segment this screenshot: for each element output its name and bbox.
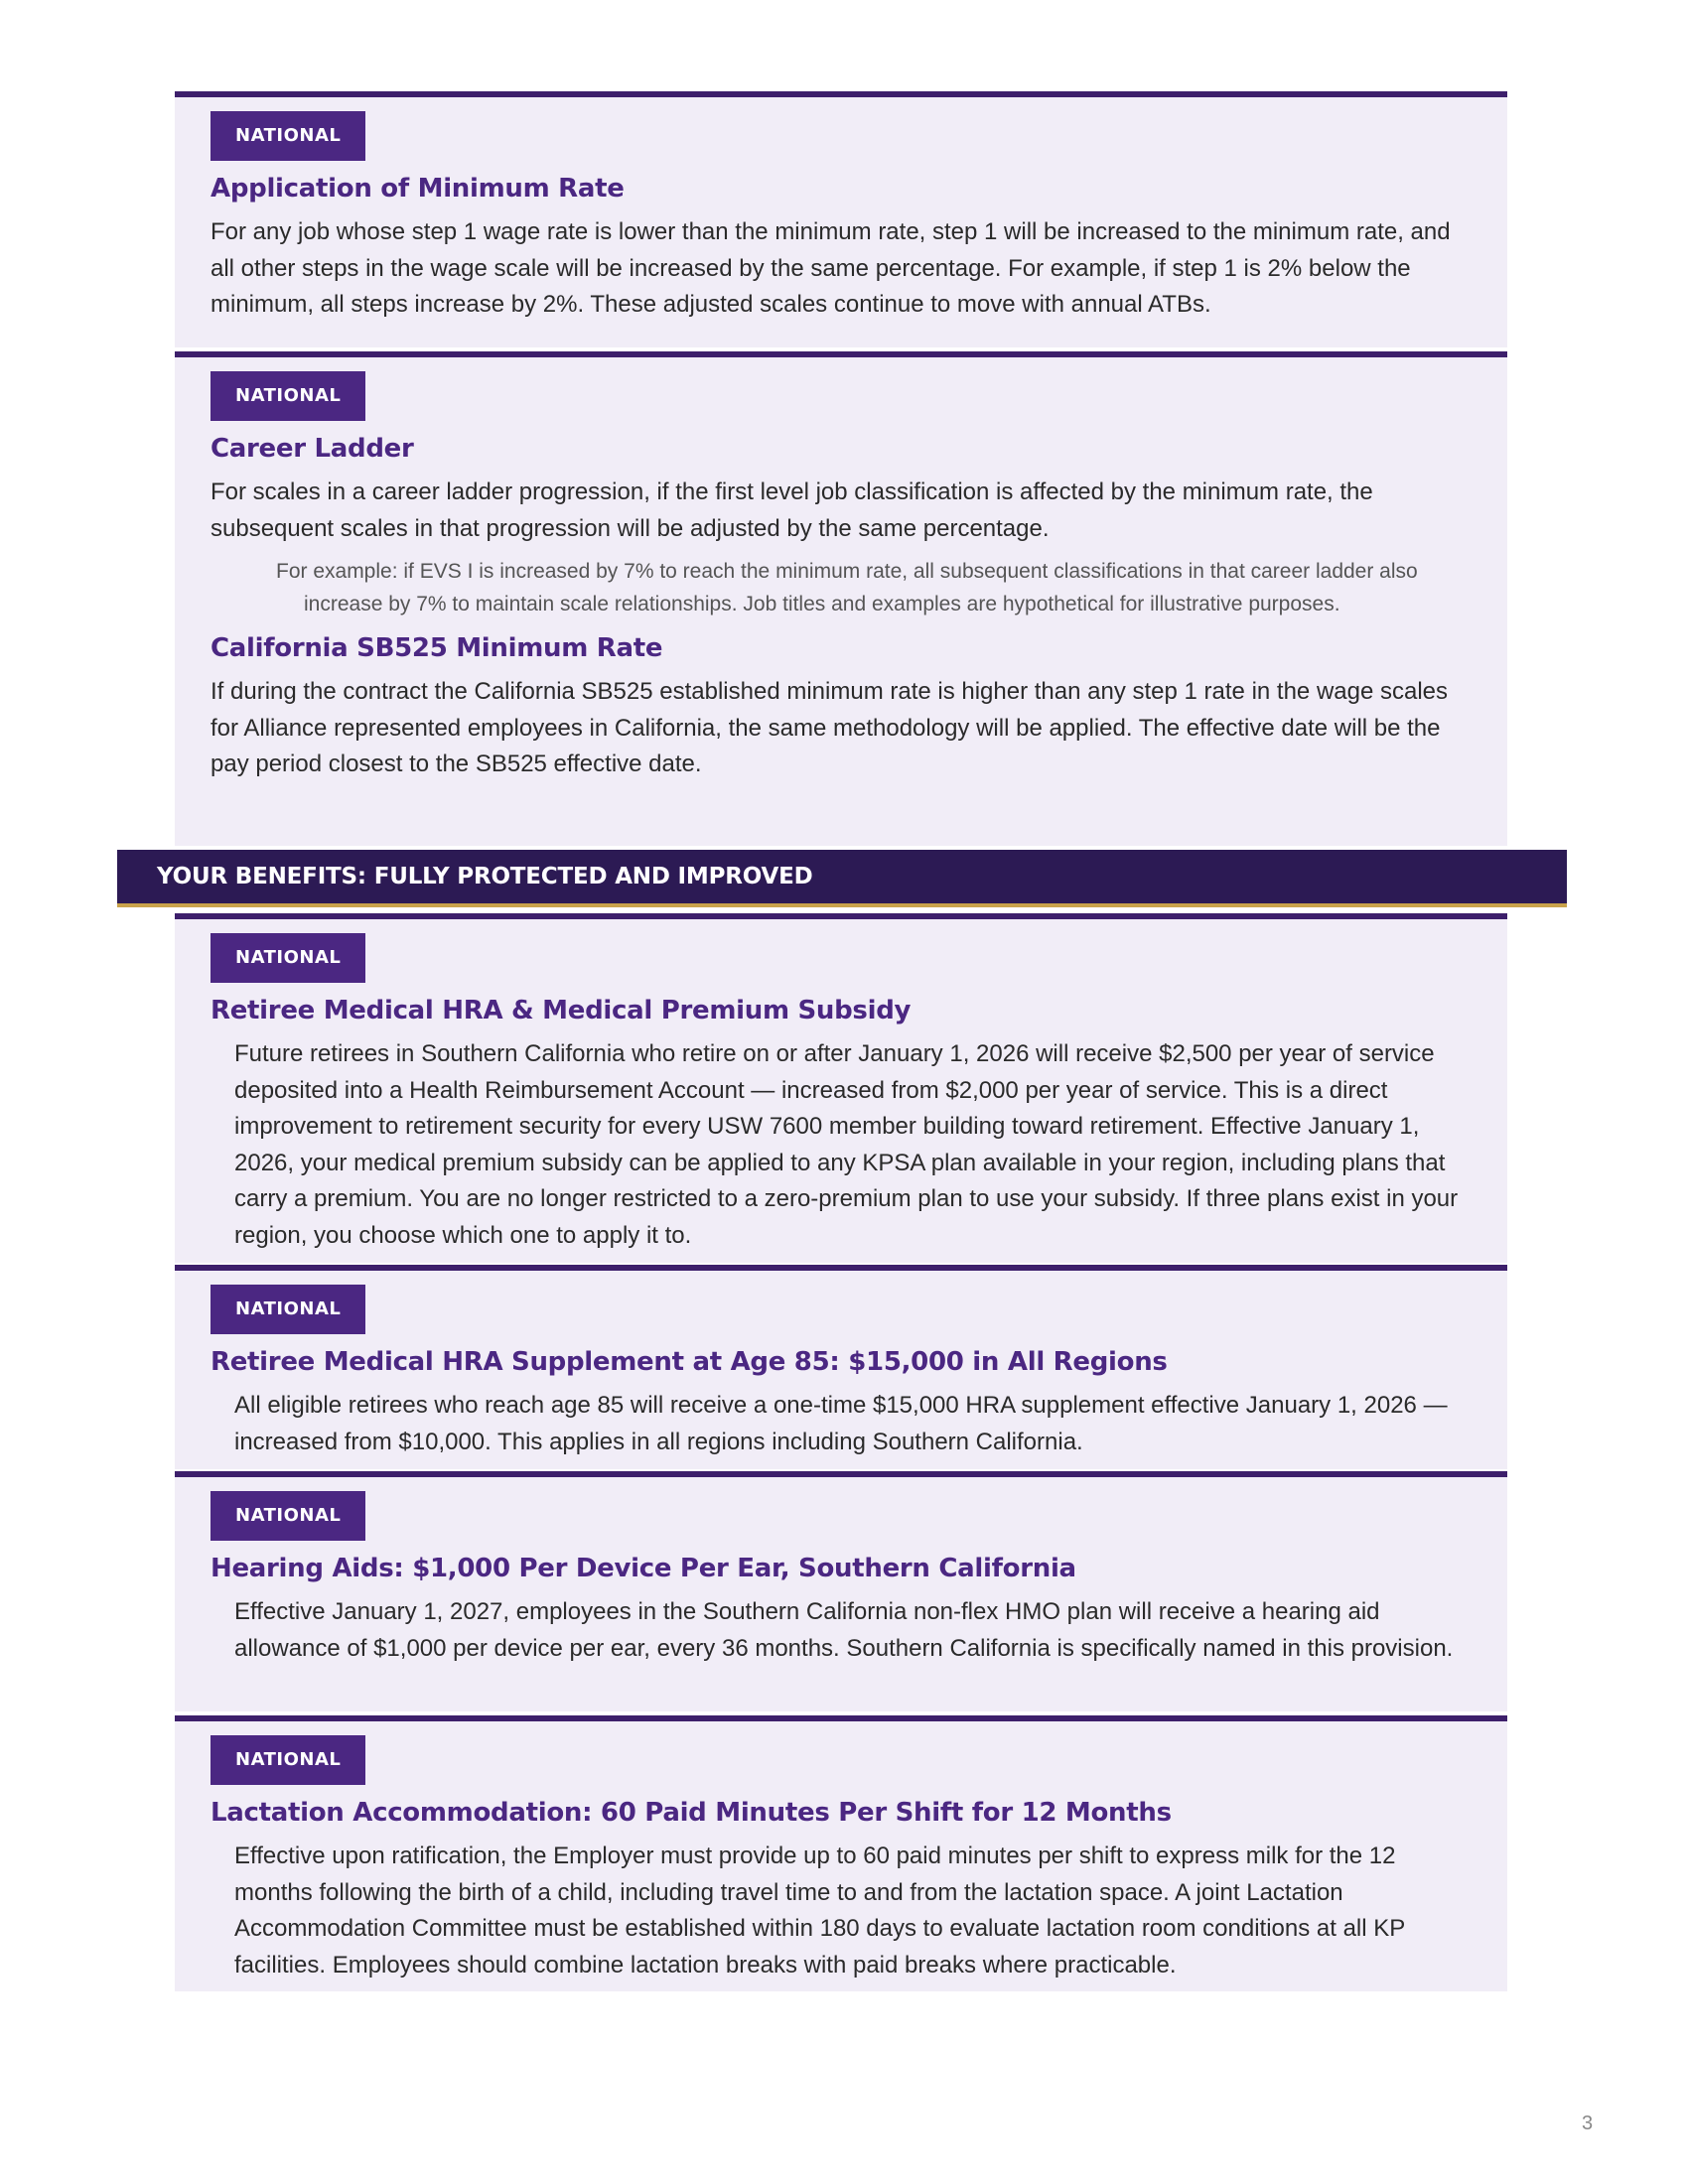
national-tag: NATIONAL bbox=[211, 1735, 365, 1785]
national-tag: NATIONAL bbox=[211, 933, 365, 983]
card-title: Retiree Medical HRA & Medical Premium Subsidy bbox=[211, 996, 912, 1025]
card-title: Lactation Accommodation: 60 Paid Minutes Per Shift for 12 Months bbox=[211, 1798, 1172, 1828]
card-title: Retiree Medical HRA Supplement at Age 85: $15,000 in All Regions bbox=[211, 1347, 1168, 1377]
example-note: For example: if EVS I is increased by 7% to reach the minimum rate, all subsequent classifications in that career ladder also increase by 7% to maintain scale relationships. Job titles and examples are hypothetical for illustrative purposes. bbox=[276, 560, 1418, 615]
card-minimum-rate bbox=[175, 91, 1507, 347]
card-body: Effective January 1, 2027, employees in the Southern California non-flex HMO plan will receive a hearing aid allowance of $1,000 per device per ear, every 36 months. Southern California is specifically named in this provision. bbox=[234, 1598, 1454, 1662]
page-number: 3 bbox=[1582, 2113, 1594, 2134]
card-body: All eligible retirees who reach age 85 will receive a one-time $15,000 HRA supplement effective January 1, 2026 — increased from $10,000. This applies in all regions including Southern California. bbox=[234, 1392, 1448, 1455]
section-banner bbox=[117, 850, 1567, 907]
card-title: Application of Minimum Rate bbox=[211, 174, 625, 204]
card-body: For scales in a career ladder progression, if the first level job classification is affected by the minimum rate, the subsequent scales in that progression will be adjusted by the same percentage. bbox=[211, 478, 1373, 542]
card-title: Career Ladder bbox=[211, 434, 414, 464]
card-body: Effective upon ratification, the Employer must provide up to 60 paid minutes per shift to express milk for the 12 months following the birth of a child, including travel time to and from the lactation space. A joint Lactation Accommodation Committee must be established within 180 days to evaluate lactation room conditions at all KP facilities. Employees should combine lactation breaks with paid breaks where practicable. bbox=[234, 1843, 1405, 1979]
card-career-ladder bbox=[175, 351, 1507, 846]
section-banner-title: YOUR BENEFITS: FULLY PROTECTED AND IMPROVED bbox=[157, 864, 813, 889]
national-tag: NATIONAL bbox=[211, 1285, 365, 1334]
card-subtitle: California SB525 Minimum Rate bbox=[211, 633, 663, 663]
card-body: For any job whose step 1 wage rate is lower than the minimum rate, step 1 will be increased to the minimum rate, and all other steps in the wage scale will be increased by the same percentage. For example, if step 1 is 2% below the minimum, all steps increase by 2%. These adjusted scales continue to move with annual ATBs. bbox=[211, 218, 1451, 318]
card-body: Future retirees in Southern California who retire on or after January 1, 2026 will receive $2,500 per year of service deposited into a Health Reimbursement Account — increased from $2,000 per year of service. This is a direct improvement to retirement security for every USW 7600 member building toward retirement. Effective January 1, 2026, your medical premium subsidy can be applied to any KPSA plan available in your region, including plans that carry a premium. You are no longer restricted to a zero-premium plan to use your subsidy. If three plans exist in your region, you choose which one to apply it to. bbox=[234, 1040, 1459, 1249]
card-title: Hearing Aids: $1,000 Per Device Per Ear, Southern California bbox=[211, 1554, 1076, 1583]
national-tag: NATIONAL bbox=[211, 111, 365, 161]
card-lactation bbox=[175, 1715, 1507, 1991]
card-subbody: If during the contract the California SB525 established minimum rate is higher than any step 1 rate in the wage scales for Alliance represented employees in California, the same methodology will be applied. The effective date will be the pay period closest to the SB525 effective date. bbox=[211, 678, 1449, 777]
national-tag: NATIONAL bbox=[211, 1491, 365, 1541]
card-hearing-aids bbox=[175, 1471, 1507, 1711]
card-hra-age-85 bbox=[175, 1265, 1507, 1469]
national-tag: NATIONAL bbox=[211, 371, 365, 421]
card-retiree-hra bbox=[175, 913, 1507, 1263]
